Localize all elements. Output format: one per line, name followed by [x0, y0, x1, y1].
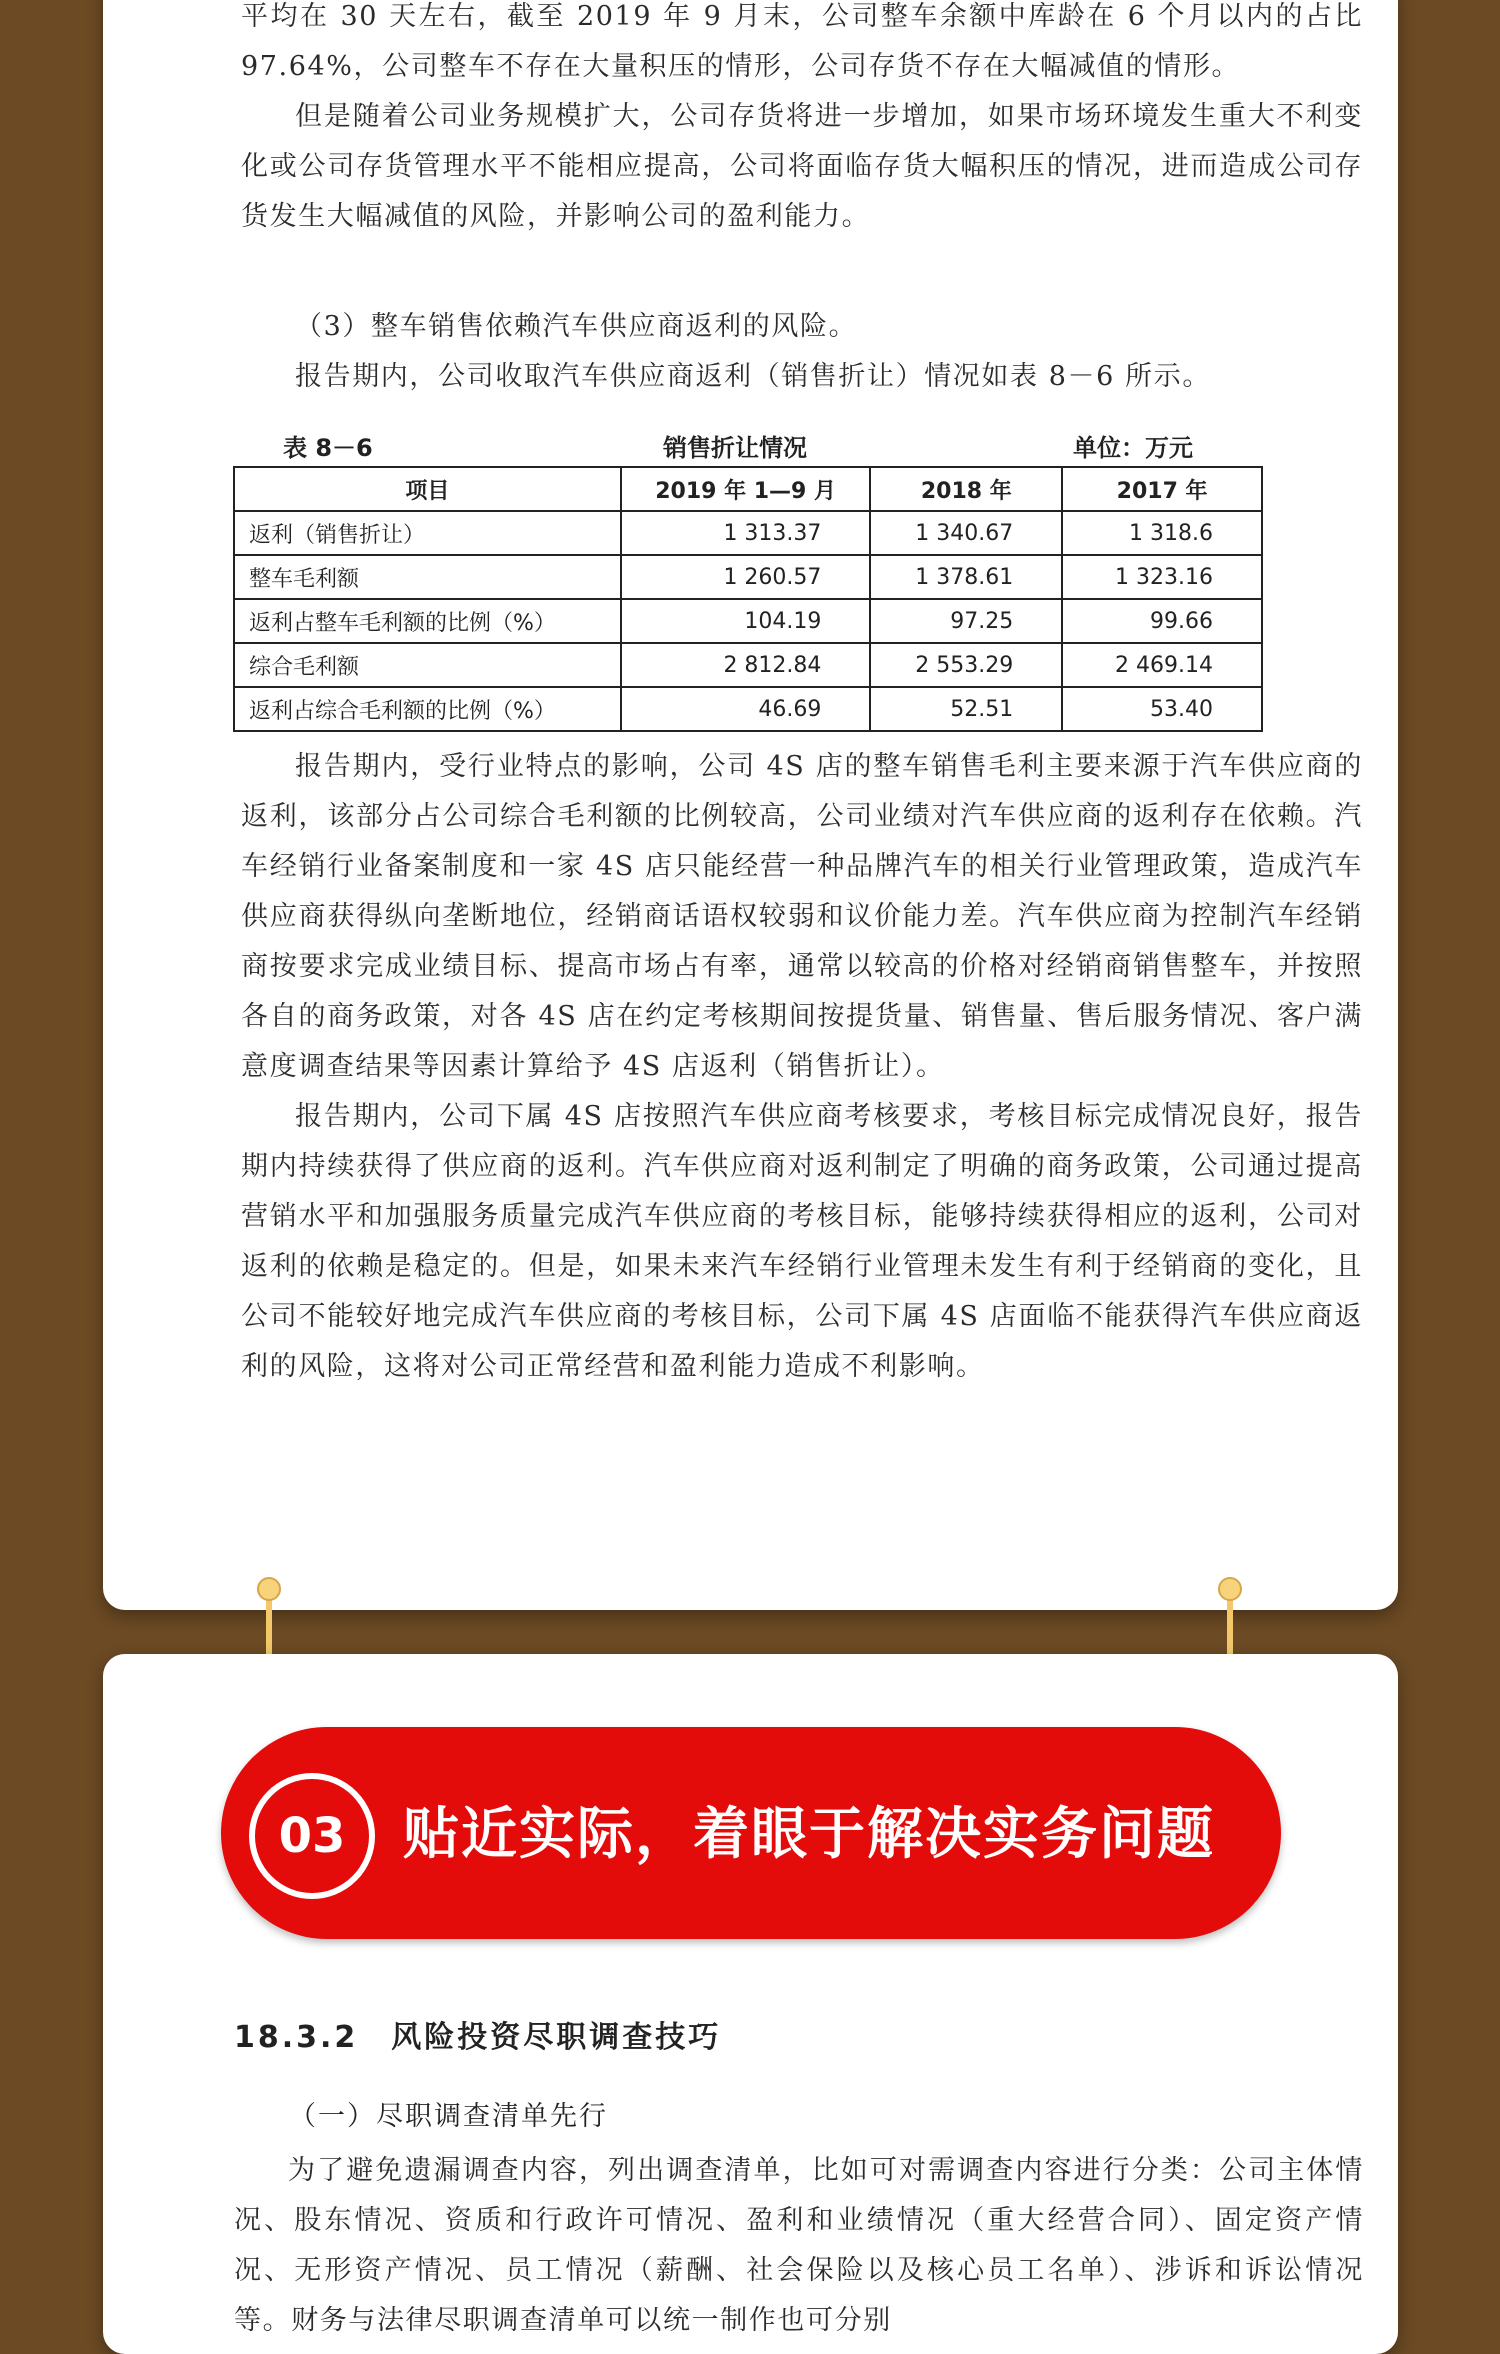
row-label: 返利（销售折让） — [234, 511, 621, 555]
table-header-row — [234, 467, 1262, 511]
document-page-1 — [103, 0, 1398, 1610]
sub-heading: （一）尽职调查清单先行 — [289, 2101, 608, 2132]
cell-value: 1 340.67 — [870, 511, 1062, 555]
header-cell: 2018 年 — [870, 467, 1062, 511]
header-cell: 2019 年 1—9 月 — [621, 467, 871, 511]
table-row — [234, 643, 1262, 687]
banner-title: 贴近实际，着眼于解决实务问题 — [403, 1802, 1215, 1867]
cell-value: 1 323.16 — [1062, 555, 1262, 599]
row-label: 综合毛利额 — [234, 643, 621, 687]
sales-discount-table — [233, 466, 1263, 732]
intro-paragraphs — [241, 0, 1363, 242]
table-title: 销售折让情况 — [663, 434, 807, 462]
paragraph: 平均在 30 天左右，截至 2019 年 9 月末，公司整车余额中库龄在 6 个月以内的占比 97.64%，公司整车不存在大量积压的情形，公司存货不存在大幅减值的情形。 — [241, 1, 1363, 82]
row-label: 整车毛利额 — [234, 555, 621, 599]
table-unit: 单位：万元 — [1073, 434, 1193, 462]
table-number: 表 8－6 — [283, 434, 373, 462]
paragraph: 为了避免遗漏调查内容，列出调查清单，比如可对需调查内容进行分类：公司主体情况、股东情况、资质和行政许可情况、盈利和业绩情况（重大经营合同）、固定资产情况、无形资产情况、员工情况（薪酬、社会保险以及核心员工名单）、涉诉和诉讼情况等。财务与法律尽职调查清单可以统一制作也可分别 — [234, 2155, 1364, 2336]
row-label: 返利占综合毛利额的比例（%） — [234, 687, 621, 731]
document-page-2 — [103, 1654, 1398, 2354]
cell-value: 1 260.57 — [621, 555, 871, 599]
table-row — [234, 599, 1262, 643]
cell-value: 97.25 — [870, 599, 1062, 643]
header-cell: 项目 — [234, 467, 621, 511]
connector-top-dot — [257, 1577, 281, 1601]
cell-value: 46.69 — [621, 687, 871, 731]
row-label: 返利占整车毛利额的比例（%） — [234, 599, 621, 643]
cell-value: 53.40 — [1062, 687, 1262, 731]
header-cell: 2017 年 — [1062, 467, 1262, 511]
risk-section — [241, 302, 1363, 402]
table-row — [234, 511, 1262, 555]
cell-value: 1 378.61 — [870, 555, 1062, 599]
feature-banner — [221, 1727, 1281, 1939]
cell-value: 104.19 — [621, 599, 871, 643]
cell-value: 2 469.14 — [1062, 643, 1262, 687]
cell-value: 52.51 — [870, 687, 1062, 731]
paragraph: 报告期内，受行业特点的影响，公司 4S 店的整车销售毛利主要来源于汽车供应商的返利，该部分占公司综合毛利额的比例较高，公司业绩对汽车供应商的返利存在依赖。汽车经销行业备案制度和一家 4S 店只能经营一种品牌汽车的相关行业管理政策，造成汽车供应商获得纵向垄断地位，经销商话语权较弱和议价能力差。汽车供应商为控制汽车经销商按要求完成业绩目标、提高市场占有率，通常以较高的价格对经销商销售整车，并按照各自的商务政策，对各 4S 店在约定考核期间按提货量、销售量、售后服务情况、客户满意度调查结果等因素计算给予 4S 店返利（销售折让）。 — [241, 751, 1363, 1082]
body-text — [234, 2146, 1364, 2346]
analysis-paragraphs — [241, 742, 1363, 1392]
table-row — [234, 687, 1262, 731]
paragraph: 但是随着公司业务规模扩大，公司存货将进一步增加，如果市场环境发生重大不利变化或公司存货管理水平不能相应提高，公司将面临存货大幅积压的情况，进而造成公司存货发生大幅减值的风险，并影响公司的盈利能力。 — [241, 101, 1363, 232]
feature-number-badge: 03 — [249, 1773, 375, 1899]
cell-value: 1 313.37 — [621, 511, 871, 555]
cell-value: 99.66 — [1062, 599, 1262, 643]
paragraph: 报告期内，公司下属 4S 店按照汽车供应商考核要求，考核目标完成情况良好，报告期内持续获得了供应商的返利。汽车供应商对返利制定了明确的商务政策，公司通过提高营销水平和加强服务质量完成汽车供应商的考核目标，能够持续获得相应的返利，公司对返利的依赖是稳定的。但是，如果未来汽车经销行业管理未发生有利于经销商的变化，且公司不能较好地完成汽车供应商的考核目标，公司下属 4S 店面临不能获得汽车供应商返利的风险，这将对公司正常经营和盈利能力造成不利影响。 — [241, 1101, 1363, 1382]
connector-top-dot — [1218, 1577, 1242, 1601]
cell-value: 2 553.29 — [870, 643, 1062, 687]
table-intro: 报告期内，公司收取汽车供应商返利（销售折让）情况如表 8－6 所示。 — [295, 361, 1211, 392]
cell-value: 1 318.6 — [1062, 511, 1262, 555]
cell-value: 2 812.84 — [621, 643, 871, 687]
risk-heading: （3）整车销售依赖汽车供应商返利的风险。 — [295, 311, 858, 342]
table-row — [234, 555, 1262, 599]
section-heading: 18.3.2 风险投资尽职调查技巧 — [234, 2020, 722, 2055]
